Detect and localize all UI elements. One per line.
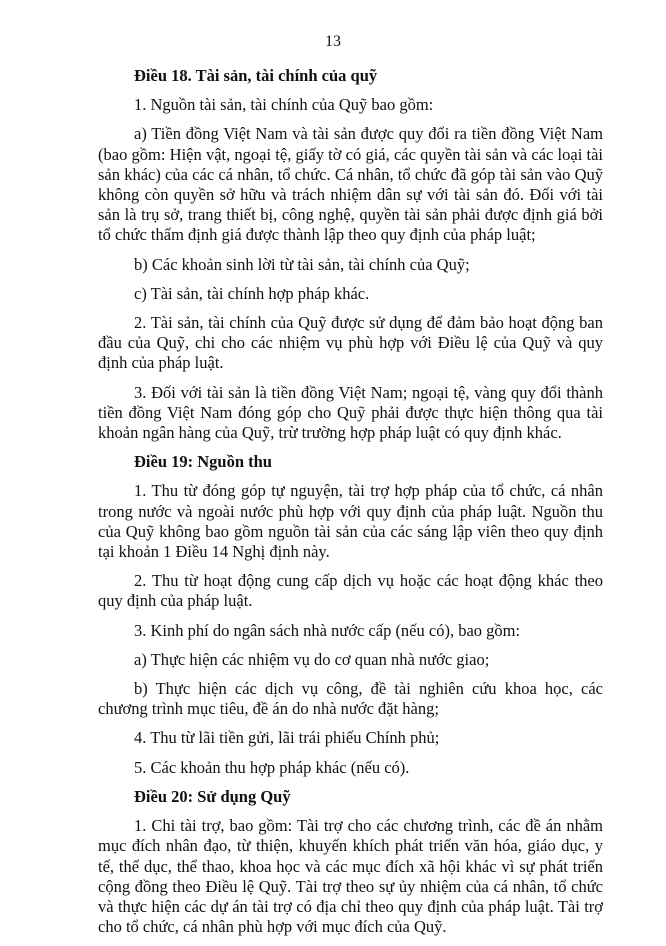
paragraph: 5. Các khoản thu hợp pháp khác (nếu có). <box>134 757 410 777</box>
paragraph: 3. Đối với tài sản là tiền đồng Việt Nam; ngoại tệ, vàng quy đổi thành tiền đồng Việt Nam đóng góp cho Quỹ phải được thực hiện thông qua tài khoản ngân hàng của Quỹ, trừ trường hợp pháp luật có quy định khác. <box>98 382 603 443</box>
article-heading: Điều 20: Sử dụng Quỹ <box>134 786 291 806</box>
paragraph: 3. Kinh phí do ngân sách nhà nước cấp (nếu có), bao gồm: <box>134 620 521 640</box>
document-body <box>98 66 603 946</box>
paragraph: 1. Nguồn tài sản, tài chính của Quỹ bao gồm: <box>134 95 434 115</box>
paragraph: 1. Chi tài trợ, bao gồm: Tài trợ cho các chương trình, các đề án nhằm mục đích nhân đạo, từ thiện, khuyến khích phát triển văn hóa, giáo dục, y tế, thể dục, thể thao, khoa học và các mục đích xã hội khác vì sự phát triển cộng đồng theo Điều lệ Quỹ. Tài trợ theo sự ủy nhiệm của cá nhân, tổ chức và thực hiện các dự án tài trợ có địa chỉ theo quy định của pháp luật. Tài trợ cho tổ chức, cá nhân phù hợp với mục đích của Quỹ. <box>98 816 603 937</box>
paragraph: 2. Tài sản, tài chính của Quỹ được sử dụng để đảm bảo hoạt động ban đầu của Quỹ, chi cho các nhiệm vụ phù hợp với Điều lệ của Quỹ và quy định của pháp luật. <box>98 313 603 373</box>
paragraph: a) Tiền đồng Việt Nam và tài sản được quy đổi ra tiền đồng Việt Nam (bao gồm: Hiện vật, ngoại tệ, giấy tờ có giá, các quyền tài sản và các loại tài sản khác) của các cá nhân, tổ chức. Cá nhân, tổ chức đã góp tài sản vào Quỹ không còn quyền sở hữu và trách nhiệm dân sự với tài sản đó. Đối với tài sản là trụ sở, trang thiết bị, công nghệ, quyền tài sản phải được định giá bởi tổ chức thẩm định giá được thành lập theo quy định của pháp luật; <box>98 124 603 245</box>
paragraph: 4. Thu từ lãi tiền gửi, lãi trái phiếu Chính phủ; <box>134 728 440 748</box>
article-heading: Điều 19: Nguồn thu <box>134 452 272 472</box>
paragraph: 2. Thu từ hoạt động cung cấp dịch vụ hoặc các hoạt động khác theo quy định của pháp luật. <box>98 571 603 611</box>
page-number: 13 <box>325 33 341 50</box>
article-20 <box>98 787 603 937</box>
article-19 <box>98 452 603 778</box>
paragraph: b) Thực hiện các dịch vụ công, đề tài nghiên cứu khoa học, các chương trình mục tiêu, đề án do nhà nước đặt hàng; <box>98 679 603 719</box>
article-heading: Điều 18. Tài sản, tài chính của quỹ <box>134 66 378 85</box>
paragraph: a) Thực hiện các nhiệm vụ do cơ quan nhà nước giao; <box>134 649 490 669</box>
paragraph: b) Các khoản sinh lời từ tài sản, tài chính của Quỹ; <box>134 254 470 274</box>
paragraph: 1. Thu từ đóng góp tự nguyện, tài trợ hợp pháp của tổ chức, cá nhân trong nước và ngoài nước phù hợp với quy định của pháp luật. Nguồn thu của Quỹ không bao gồm nguồn tài sản của các sáng lập viên theo quy định tại khoản 1 Điều 14 Nghị định này. <box>98 481 603 562</box>
paragraph: c) Tài sản, tài chính hợp pháp khác. <box>134 283 370 303</box>
article-18 <box>98 66 603 443</box>
